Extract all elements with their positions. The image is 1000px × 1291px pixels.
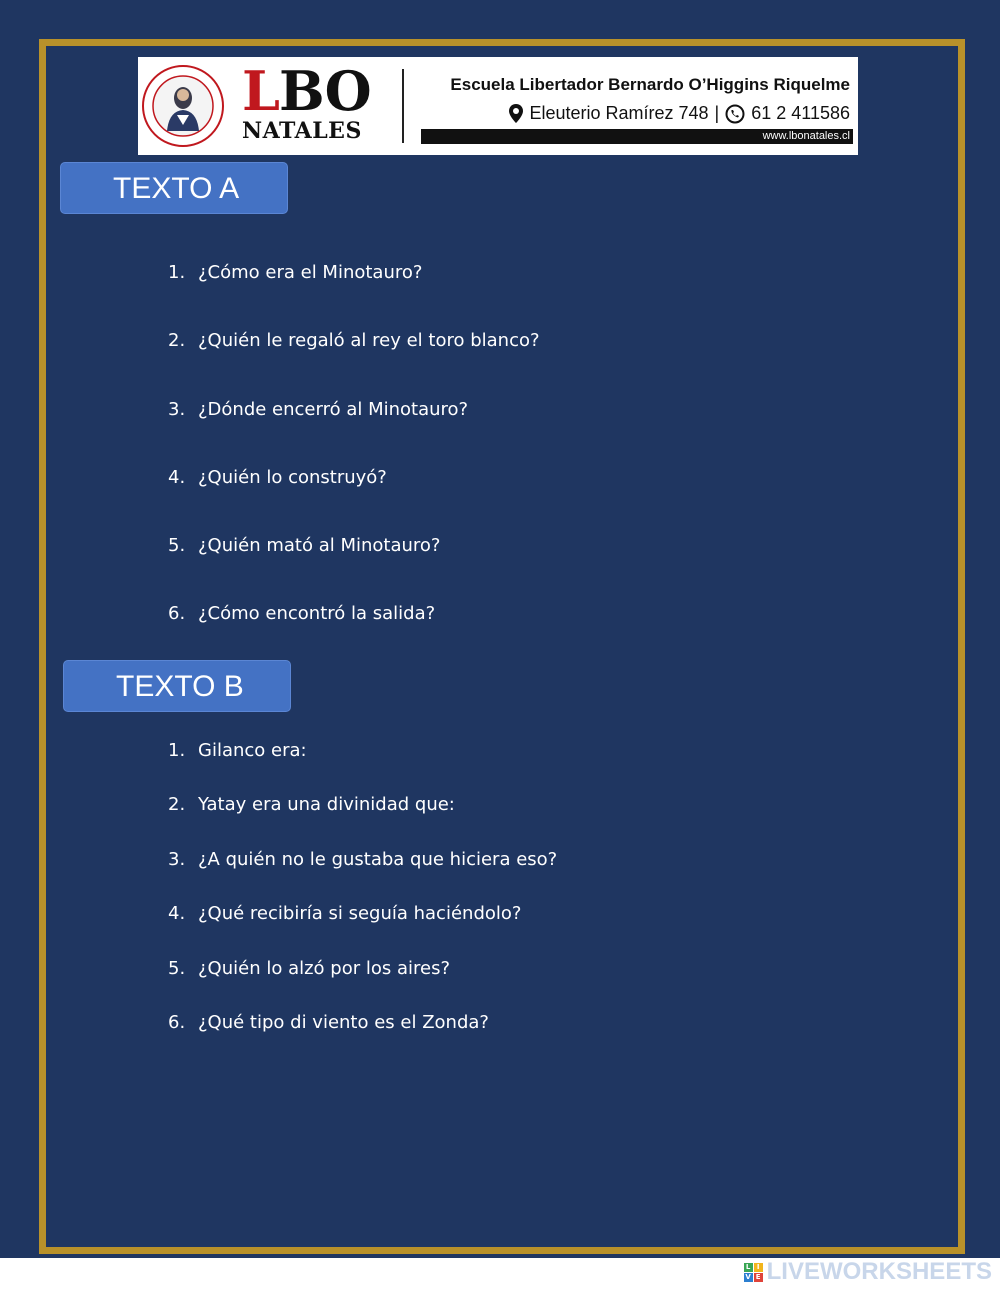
question-item: 3. ¿A quién no le gustaba que hiciera eso? [168, 849, 558, 870]
logo-letter-l: L [242, 59, 279, 123]
question-item: 6. ¿Cómo encontró la salida? [168, 603, 436, 624]
school-name: Escuela Libertador Bernardo O’Higgins Riquelme [450, 75, 850, 94]
question-text: ¿Quién lo alzó por los aires? [198, 958, 450, 979]
school-contact [509, 103, 850, 124]
question-item: 3. ¿Dónde encerró al Minotauro? [168, 399, 469, 420]
question-item: 6. ¿Qué tipo di viento es el Zonda? [168, 1012, 489, 1033]
question-item: 2. ¿Quién le regaló al rey el toro blanco? [168, 330, 540, 351]
liveworksheets-wordmark: LIVEWORKSHEETS [766, 1258, 992, 1285]
question-item: 4. ¿Quién lo construyó? [168, 467, 387, 488]
question-item: 1. ¿Cómo era el Minotauro? [168, 262, 423, 283]
question-text: ¿Quién le regaló al rey el toro blanco? [198, 330, 540, 351]
school-phone: 61 2 411586 [751, 103, 850, 123]
location-pin-icon [509, 104, 523, 123]
logo-letters-bo: BO [278, 59, 371, 123]
logo-subtitle: NATALES [242, 118, 362, 144]
logo-lbo [242, 59, 371, 123]
question-item: 1. Gilanco era: [168, 740, 307, 761]
question-item: 5. ¿Quién lo alzó por los aires? [168, 958, 450, 979]
gold-frame [39, 39, 965, 1254]
section-label-texto-a: TEXTO A [60, 162, 288, 214]
phone-icon [725, 104, 745, 124]
question-item: 5. ¿Quién mató al Minotauro? [168, 535, 441, 556]
school-header-banner [138, 57, 858, 155]
school-seal-icon [142, 65, 224, 147]
question-text: Yatay era una divinidad que: [198, 794, 455, 815]
question-item: 2. Yatay era una divinidad que: [168, 794, 455, 815]
contact-separator: | [714, 103, 720, 123]
liveworksheets-grid-icon: L I V E [744, 1263, 763, 1282]
question-text: ¿Quién mató al Minotauro? [198, 535, 441, 556]
question-text: ¿Qué recibiría si seguía haciéndolo? [198, 903, 522, 924]
question-text: Gilanco era: [198, 740, 307, 761]
question-text: ¿A quién no le gustaba que hiciera eso? [198, 849, 558, 870]
question-text: ¿Dónde encerró al Minotauro? [198, 399, 469, 420]
school-website: www.lbonatales.cl [762, 130, 850, 142]
header-divider [402, 69, 404, 143]
school-address: Eleuterio Ramírez 748 [529, 103, 709, 123]
liveworksheets-logo [744, 1258, 992, 1286]
question-text: ¿Cómo encontró la salida? [198, 603, 436, 624]
question-item: 4. ¿Qué recibiría si seguía haciéndolo? [168, 903, 522, 924]
question-text: ¿Qué tipo di viento es el Zonda? [198, 1012, 489, 1033]
section-label-texto-b: TEXTO B [63, 660, 291, 712]
question-text: ¿Quién lo construyó? [198, 467, 387, 488]
question-text: ¿Cómo era el Minotauro? [198, 262, 423, 283]
